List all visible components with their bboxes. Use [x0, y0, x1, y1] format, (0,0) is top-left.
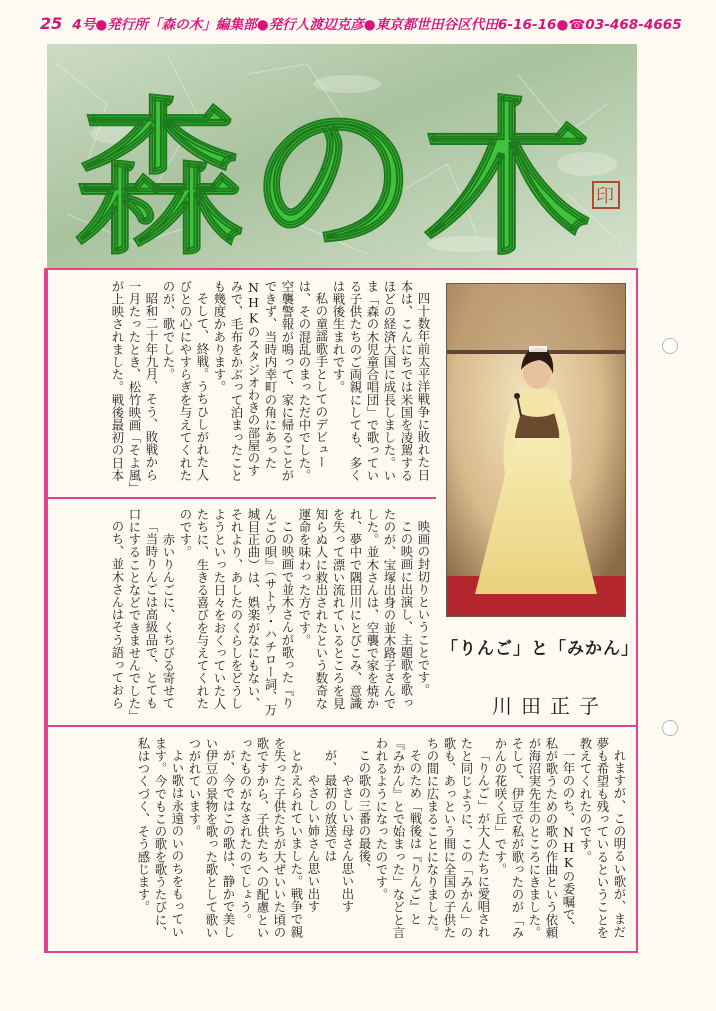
article-column-1: [58, 280, 432, 488]
paragraph: そして、終戦。うちひしがれた人びとの心にやすらぎを与えてくれたのが、歌でした。: [161, 280, 210, 482]
paragraph: 私の童謡歌手としてのデビューは、その混乱のまっただ中でした。空襲警報が鳴って、家に帰ることができず、当時内幸町の角にあったNHKのスタジオわきの部屋のすみで、毛布をかぶって泊まったことも幾度かあります。: [212, 280, 329, 482]
lyric-line: 赤いりんごに、くちびる寄せて: [161, 532, 176, 710]
binder-hole: [662, 720, 678, 736]
article-subtitle: 「りんご」と「みかん」: [441, 639, 639, 659]
binder-hole: [662, 338, 678, 354]
paragraph: 「当時りんごは高級品で、とても口にすることなどできませんでした」: [127, 508, 159, 723]
seal-stamp: 印: [596, 186, 614, 207]
left-border: [44, 268, 48, 952]
lyric-line: やさしい姉さん思い出す: [306, 774, 321, 913]
paragraph: 「りんご」が大人たちに愛唱されたと同じように、この「みかん」の歌も、あっという間に全国の子供たちの間に広まることになりました。: [425, 737, 491, 939]
publisher-info: 4号●発行所「森の木」編集部●発行人渡辺克彦●東京都世田谷区代田6-16-16●☎03-468-4665: [72, 17, 682, 33]
paragraph: 一年ののち、NHKの委嘱で、私が歌うための歌の作曲という依頼が海沼実先生のところにきました。そして、伊豆で私が歌ったのが「みかんの花咲く丘」です。: [493, 737, 576, 939]
page-header: [40, 10, 700, 36]
bottom-rule: [44, 951, 638, 953]
paragraph: れますが、この明るい歌が、まだ夢も希望も残っているということを教えてくれたのです。: [578, 737, 627, 939]
paragraph: が、今ではこの歌は、静かで美しい伊豆の景物を歌った歌として歌いつがれています。: [187, 737, 236, 939]
article-column-3: [58, 737, 628, 943]
masthead-title: 森の木: [75, 80, 597, 268]
lyric-line: やさしい母さん思い出す: [340, 774, 355, 913]
paragraph: 昭和二十年九月、そう、敗戦から一月たったとき、松竹映画「そよ風」が上映されました。戦後最初の日本: [110, 280, 159, 488]
left-middle-rule: [44, 497, 436, 499]
paragraph: とかえられていました。戦争で親を失った子供たちが大ぜいいた頃の歌ですから、子供たちへの配慮といったものがなされたのでしょう。: [238, 737, 304, 939]
paragraph: そのため「戦後は『りんご』と『みかん』とで始まった」などと言われるようになったのです。: [374, 737, 423, 939]
paragraph: よい歌は永遠のいのちをもっています。今でもこの歌を歌うたびに、私はつくづく、そう感じます。: [136, 737, 185, 939]
article-column-2: [58, 508, 432, 723]
top-rule: [44, 268, 638, 270]
lower-middle-rule: [44, 725, 638, 727]
author-name: 川田正子: [492, 694, 608, 718]
singer-photo: [446, 283, 626, 617]
page-number: 25: [40, 13, 63, 33]
masthead-background: [47, 44, 637, 268]
right-border: [636, 268, 638, 952]
paragraph: この映画に出演し、主題歌を歌ったのが、宝塚出身の並木路子さんでした。並木さんは、空襲で家を焼かれ、夢中で隅田川にとびこみ、意識を失って漂い流れているところを見知らぬ人に救出されたという数奇な運命を味わった方です。: [297, 508, 414, 710]
paragraph: が、最初の放送では: [323, 749, 338, 863]
paragraph: 映画の封切りということです。: [416, 520, 431, 697]
paragraph: のち、並木さんはそう語っておら: [110, 520, 125, 710]
paragraph: この歌の三番の最後、: [357, 749, 372, 876]
paragraph: この映画で並木さんが歌った『りんごの唄』（サトウ・ハチロー詞、万城目正曲）は、娯楽がなにもない、それより、あしたのくらしをどうしようといった日々をおくっていた人たちに、生きる喜びを与えてくれたのです。: [178, 508, 295, 716]
masthead-banner: [47, 44, 637, 268]
paragraph: 四十数年前太平洋戦争に敗れた日本は、こんにちでは米国を凌駕するほどの経済大国に成長しました。いま「森の木児童合唱団」で歌っている子供たちのご両親にしても、多くは戦後生まれです。: [331, 280, 431, 482]
